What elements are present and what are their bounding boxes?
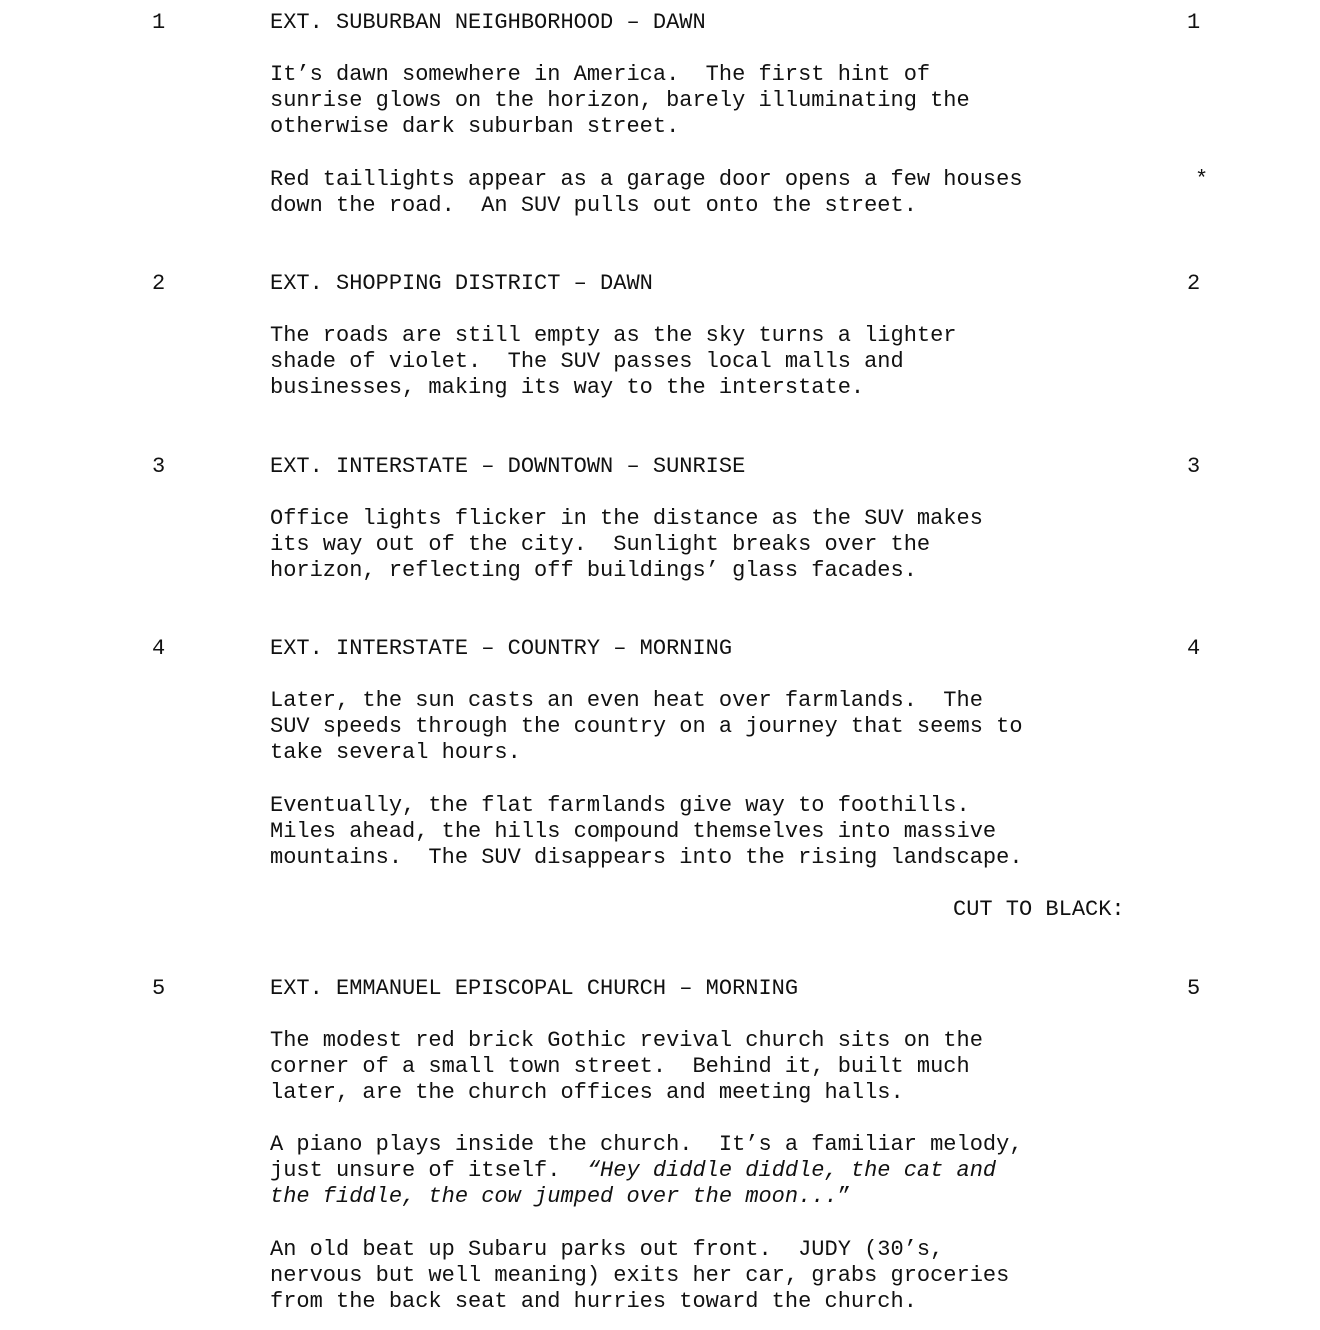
action-line: It’s dawn somewhere in America. The first hint of <box>270 62 931 87</box>
song-lyric-italic: the fiddle, the cow jumped over the moon... <box>270 1184 838 1209</box>
scene-number-left: 2 <box>152 271 166 296</box>
scene-number-left: 3 <box>152 454 166 479</box>
action-line: otherwise dark suburban street. <box>270 114 680 139</box>
scene-heading: EXT. SUBURBAN NEIGHBORHOOD – DAWN <box>270 10 706 35</box>
action-line: A piano plays inside the church. It’s a familiar melody, <box>270 1132 1023 1157</box>
action-line <box>270 1158 996 1184</box>
transition: CUT TO BLACK: <box>953 897 1125 922</box>
song-lyric-italic: “Hey diddle diddle, the cat and <box>586 1158 997 1183</box>
action-line: The roads are still empty as the sky turns a lighter <box>270 323 957 348</box>
action-line: mountains. The SUV disappears into the rising landscape. <box>270 845 1023 870</box>
action-line: nervous but well meaning) exits her car, grabs groceries <box>270 1263 1010 1288</box>
scene-number-left: 5 <box>152 976 166 1001</box>
action-text: ” <box>837 1184 851 1209</box>
scene-number-left: 4 <box>152 636 166 661</box>
action-line: SUV speeds through the country on a journey that seems to <box>270 714 1023 739</box>
scene-number-right: 3 <box>1187 454 1201 479</box>
action-line: Miles ahead, the hills compound themselves into massive <box>270 819 997 844</box>
scene-heading: EXT. EMMANUEL EPISCOPAL CHURCH – MORNING <box>270 976 799 1001</box>
action-text: just unsure of itself. <box>270 1158 587 1183</box>
action-line: sunrise glows on the horizon, barely illuminating the <box>270 88 970 113</box>
action-line <box>270 1184 851 1210</box>
action-line: shade of violet. The SUV passes local malls and <box>270 349 904 374</box>
scene-heading: EXT. INTERSTATE – DOWNTOWN – SUNRISE <box>270 454 746 479</box>
action-line: its way out of the city. Sunlight breaks over the <box>270 532 931 557</box>
action-line: The modest red brick Gothic revival church sits on the <box>270 1028 983 1053</box>
action-line: horizon, reflecting off buildings’ glass facades. <box>270 558 917 583</box>
action-line: Red taillights appear as a garage door opens a few houses <box>270 167 1023 192</box>
scene-number-right: 5 <box>1187 976 1201 1001</box>
action-line: Office lights flicker in the distance as the SUV makes <box>270 506 983 531</box>
action-line: later, are the church offices and meeting halls. <box>270 1080 904 1105</box>
scene-number-right: 1 <box>1187 10 1201 35</box>
action-line: businesses, making its way to the interstate. <box>270 375 865 400</box>
scene-heading: EXT. INTERSTATE – COUNTRY – MORNING <box>270 636 733 661</box>
scene-number-right: 2 <box>1187 271 1201 296</box>
action-line: down the road. An SUV pulls out onto the street. <box>270 193 917 218</box>
action-line: Later, the sun casts an even heat over farmlands. The <box>270 688 983 713</box>
action-line: corner of a small town street. Behind it, built much <box>270 1054 970 1079</box>
revision-mark: * <box>1195 167 1209 192</box>
action-line: Eventually, the flat farmlands give way to foothills. <box>270 793 970 818</box>
scene-number-left: 1 <box>152 10 166 35</box>
scene-number-right: 4 <box>1187 636 1201 661</box>
action-line: An old beat up Subaru parks out front. JUDY (30’s, <box>270 1237 944 1262</box>
scene-heading: EXT. SHOPPING DISTRICT – DAWN <box>270 271 653 296</box>
action-line: from the back seat and hurries toward the church. <box>270 1289 917 1314</box>
action-line: take several hours. <box>270 740 521 765</box>
